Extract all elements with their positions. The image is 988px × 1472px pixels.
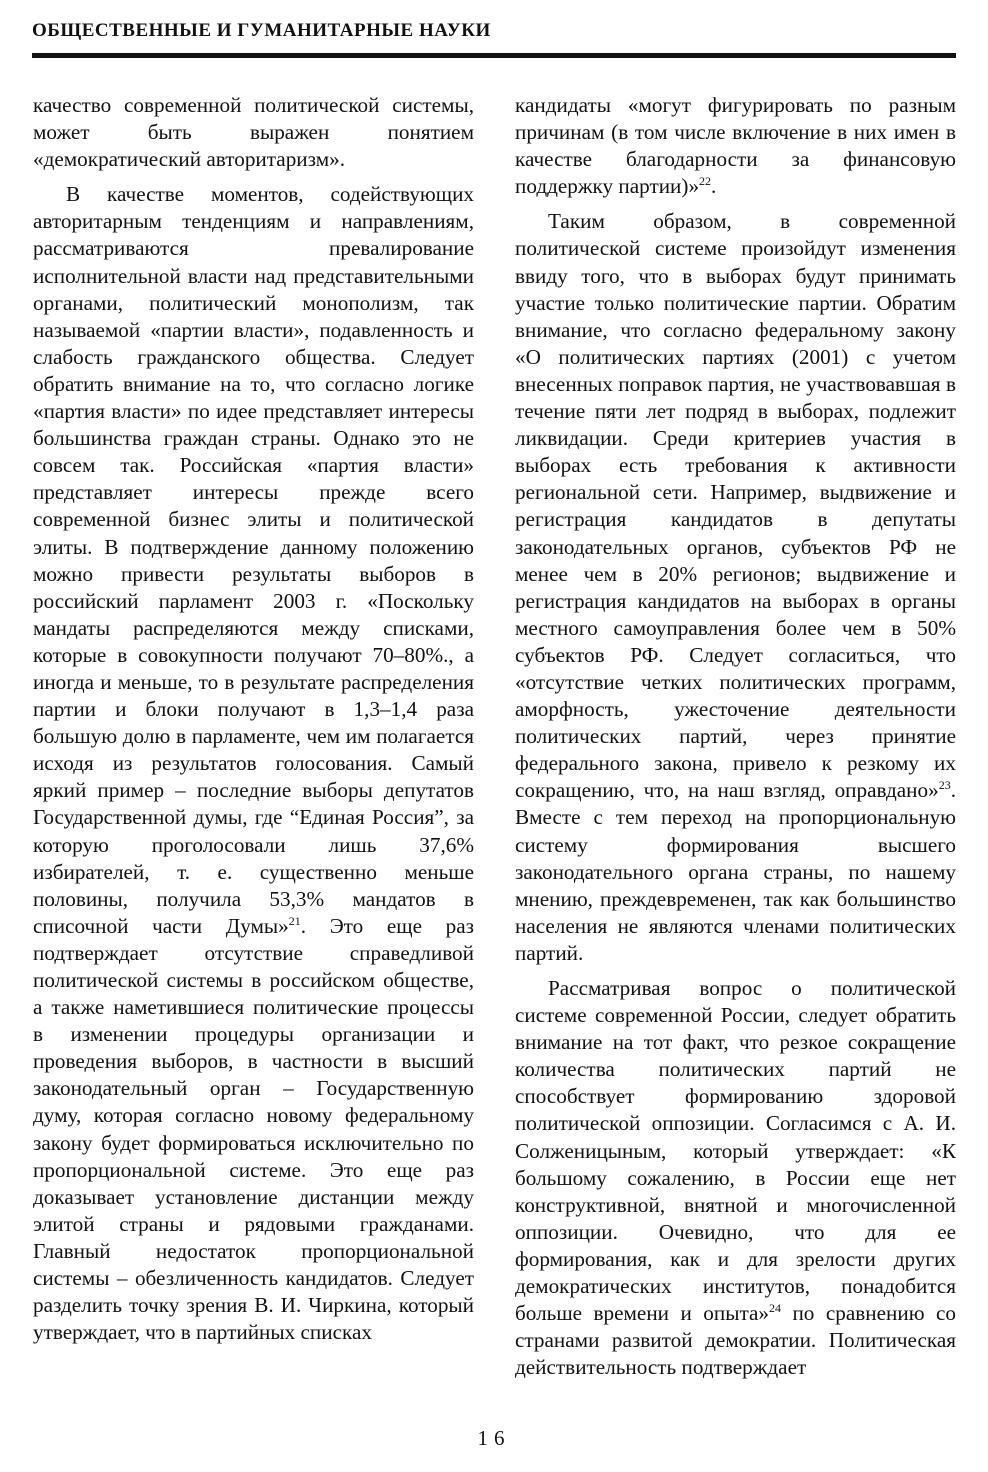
left-column (33, 92, 474, 1346)
paragraph-text: . Это еще раз подтверждает отсутствие справедливой политической системы в российском обществе, а также наметившиеся политические процессы в изменении процедуры организации и проведения выборов, в частности в высший законодательный орган – Государственную думу, которая согласно новому федеральному закону будет формироваться исключительно по пропорциональной системе. Это еще раз доказывает установление дистанции между элитой страны и рядовыми гражданами. Главный недостаток пропорциональной системы – обезличенность кандидатов. Следует разделить точку зрения В. И. Чиркина, который утверждает, что в партийных списках (33, 913, 474, 1345)
paragraph-text: Рассматривая вопрос о политической системе современной России, следует обратить внимание на тот факт, что резкое сокращение количества политических партий не способствует формированию здоровой политической оппозиции. Согласимся с А. И. Солженицыным, который утверждает: «К большому сожалению, в России еще нет конструктивной, внятной и многочисленной оппозиции. Очевидно, что для ее формирования, как и для зрелости других демократических институтов, понадобится больше времени и опыта» (515, 976, 956, 1326)
paragraph-text: В качестве моментов, содействующих авторитарным тенденциям и направлениям, рассматриваются превалирование исполнительной власти над представительными органами, политический монополизм, так называемой «партии власти», подавленность и слабость гражданского общества. Следует обратить внимание на то, что согласно логике «партия власти» по идее представляет интересы большинства граждан страны. Однако это не совсем так. Российская «партия власти» представляет интересы прежде всего современной бизнес элиты и политической элиты. В подтверждение данному положению можно привести результаты выборов в российский парламент 2003 г. «Поскольку мандаты распределяются между списками, которые в совокупности получают 70–80%., а иногда и меньше, то в результате распределения партии и блоки получают в 1,3–1,4 раза большую долю в парламенте, чем им полагается исходя из результатов голосования. Самый яркий пример – последние выборы депутатов Государственной думы, где “Единая Россия”, за которую проголосовали лишь 37,6% избирателей, т. е. существенно меньше половины, получила 53,3% мандатов в списочной части Думы» (33, 182, 474, 938)
paragraph (515, 975, 956, 1381)
paragraph-text: кандидаты «могут фигурировать по разным причинам (в том числе включение в них имен в качестве благодарности за финансовую поддержку партии)» (515, 93, 956, 199)
header-rule (32, 53, 956, 58)
paragraph-text: Таким образом, в современной политической системе произойдут изменения ввиду того, что в выборах будут принимать участие только политические партии. Обратим внимание, что согласно федеральному закону «О политических партиях (2001) с учетом внесенных поправок партия, не участвовавшая в течение пяти лет подряд в выборах, подлежит ликвидации. Среди критериев участия в выборах есть требования к активности региональной сети. Например, выдвижение и регистрация кандидатов в депутаты законодательных органов, субъектов РФ не менее чем в 20% регионов; выдвижение и регистрация кандидатов на выборах в органы местного самоуправления более чем в 50% субъектов РФ. Следует согласиться, что «отсутствие четких политических программ, аморфность, ужесточение деятельности политических партий, через принятие федерального закона, привело к резкому их сокращению, что, на наш взгляд, оправдано» (515, 209, 956, 803)
paragraph (33, 181, 474, 1346)
paragraph (515, 208, 956, 967)
right-column (515, 92, 956, 1381)
paragraph-text: . (711, 174, 717, 199)
paragraph-text: по сравнению со странами развитой демократии. Политическая действительность подтверждает (515, 1301, 956, 1380)
running-header: ОБЩЕСТВЕННЫЕ И ГУМАНИТАРНЫЕ НАУКИ (32, 20, 491, 41)
footnote-ref: 22 (699, 174, 712, 189)
paragraph-text: . Вместе с тем переход на пропорциональную систему формирования высшего законодательного органа страны, по нашему мнению, преждевременен, так как большинство населения не являются членами политических партий. (515, 778, 956, 965)
footnote-ref: 24 (768, 1301, 781, 1316)
paragraph (515, 92, 956, 200)
paragraph: качество современной политической системы, может быть выражен понятием «демократический авторитаризм». (33, 93, 474, 172)
footnote-ref: 21 (288, 913, 301, 928)
footnote-ref: 23 (938, 778, 951, 793)
page-number: 16 (477, 1426, 511, 1450)
